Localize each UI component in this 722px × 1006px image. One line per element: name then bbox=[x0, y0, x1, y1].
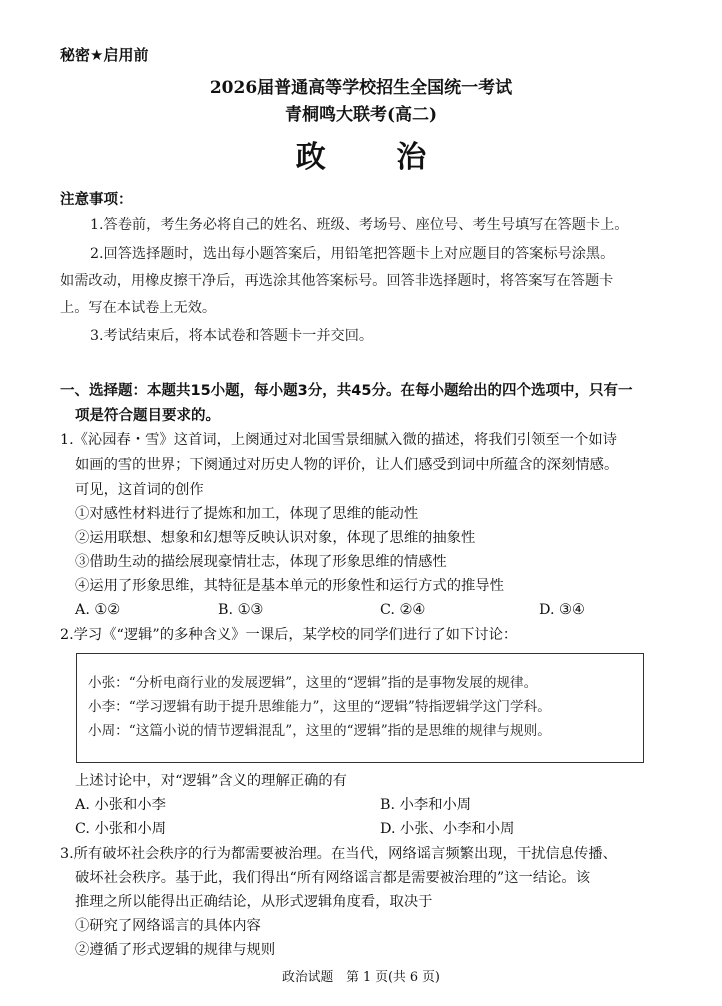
question-1-line: 1.《沁园春・雪》这首词，上阕通过对北国雪景细腻入微的描述，将我们引领至一个如诗 bbox=[60, 432, 617, 448]
question-1-option-b: B. ①③ bbox=[218, 602, 264, 618]
exam-title: 2026届普通高等学校招生全国统一考试 bbox=[209, 78, 513, 98]
discussion-quote: 小张：“分析电商行业的发展逻辑”，这里的“逻辑”指的是事物发展的规律。 bbox=[88, 675, 538, 691]
question-2-stem: 2.学习《“逻辑”的多种含义》一课后，某学校的同学们进行了如下讨论： bbox=[60, 627, 518, 643]
question-2-option-a: A. 小张和小李 bbox=[75, 797, 166, 813]
question-3-statement: ①研究了网络谣言的具体内容 bbox=[75, 918, 261, 934]
notice-item: 上。写在本试卷上无效。 bbox=[60, 300, 217, 316]
notice-item: 如需改动，用橡皮擦干净后，再选涂其他答案标号。回答非选择题时，将答案写在答题卡 bbox=[60, 273, 614, 289]
question-2-prompt: 上述讨论中，对“逻辑”含义的理解正确的有 bbox=[75, 773, 347, 789]
page-footer: 政治试题 第 1 页(共 6 页) bbox=[282, 970, 440, 985]
question-3-line: 推理之所以能得出正确结论，从形式逻辑角度看，取决于 bbox=[75, 894, 433, 910]
question-3-line: 破坏社会秩序。基于此，我们得出“所有网络谣言都是需要被治理的”这一结论。该 bbox=[75, 870, 591, 886]
question-1-statement: ②运用联想、想象和幻想等反映认识对象，体现了思维的抽象性 bbox=[75, 530, 476, 546]
question-2-option-d: D. 小张、小李和小周 bbox=[380, 821, 515, 837]
question-1-statement: ③借助生动的描绘展现豪情壮志，体现了形象思维的情感性 bbox=[75, 554, 447, 570]
question-1-option-c: C. ②④ bbox=[380, 602, 426, 618]
notice-item: 1.答卷前，考生务必将自己的姓名、班级、考场号、座位号、考生号填写在答题卡上。 bbox=[90, 217, 629, 233]
question-1-statement: ①对感性材料进行了提炼和加工，体现了思维的能动性 bbox=[75, 506, 419, 522]
subject-title: 政 治 bbox=[295, 140, 457, 175]
notice-heading: 注意事项： bbox=[60, 192, 133, 208]
question-2-option-b: B. 小李和小周 bbox=[380, 797, 472, 813]
confidential-label: 秘密★启用前 bbox=[60, 46, 149, 64]
notice-item: 3.考试结束后，将本试卷和答题卡一并交回。 bbox=[90, 328, 374, 344]
question-2-option-c: C. 小张和小周 bbox=[75, 821, 167, 837]
question-1-statement: ④运用了形象思维，其特征是基本单元的形象性和运行方式的推导性 bbox=[75, 578, 504, 594]
question-1-line: 如画的雪的世界；下阕通过对历史人物的评价，让人们感受到词中所蕴含的深刻情感。 bbox=[75, 457, 619, 473]
question-1-option-d: D. ③④ bbox=[539, 602, 585, 618]
section-heading-line2: 项是符合题目要求的。 bbox=[75, 408, 220, 424]
discussion-quote: 小周：“这篇小说的情节逻辑混乱”，这里的“逻辑”指的是思维的规律与规则。 bbox=[88, 723, 551, 739]
notice-item: 2.回答选择题时，选出每小题答案后，用铅笔把答题卡上对应题目的答案标号涂黑。 bbox=[90, 246, 615, 262]
question-1-option-a: A. ①② bbox=[75, 602, 121, 618]
exam-subtitle: 青桐鸣大联考(高二) bbox=[284, 105, 438, 125]
section-heading-line1: 一、选择题：本题共15小题，每小题3分，共45分。在每小题给出的四个选项中，只有一 bbox=[60, 383, 633, 399]
question-3-line: 3.所有破坏社会秩序的行为都需要被治理。在当代，网络谣言频繁出现，干扰信息传播、 bbox=[60, 846, 617, 862]
discussion-quote: 小李：“学习逻辑有助于提升思维能力”，这里的“逻辑”特指逻辑学这门学科。 bbox=[88, 699, 551, 715]
question-3-statement: ②遵循了形式逻辑的规律与规则 bbox=[75, 942, 276, 958]
question-1-line: 可见，这首词的创作 bbox=[75, 482, 204, 498]
